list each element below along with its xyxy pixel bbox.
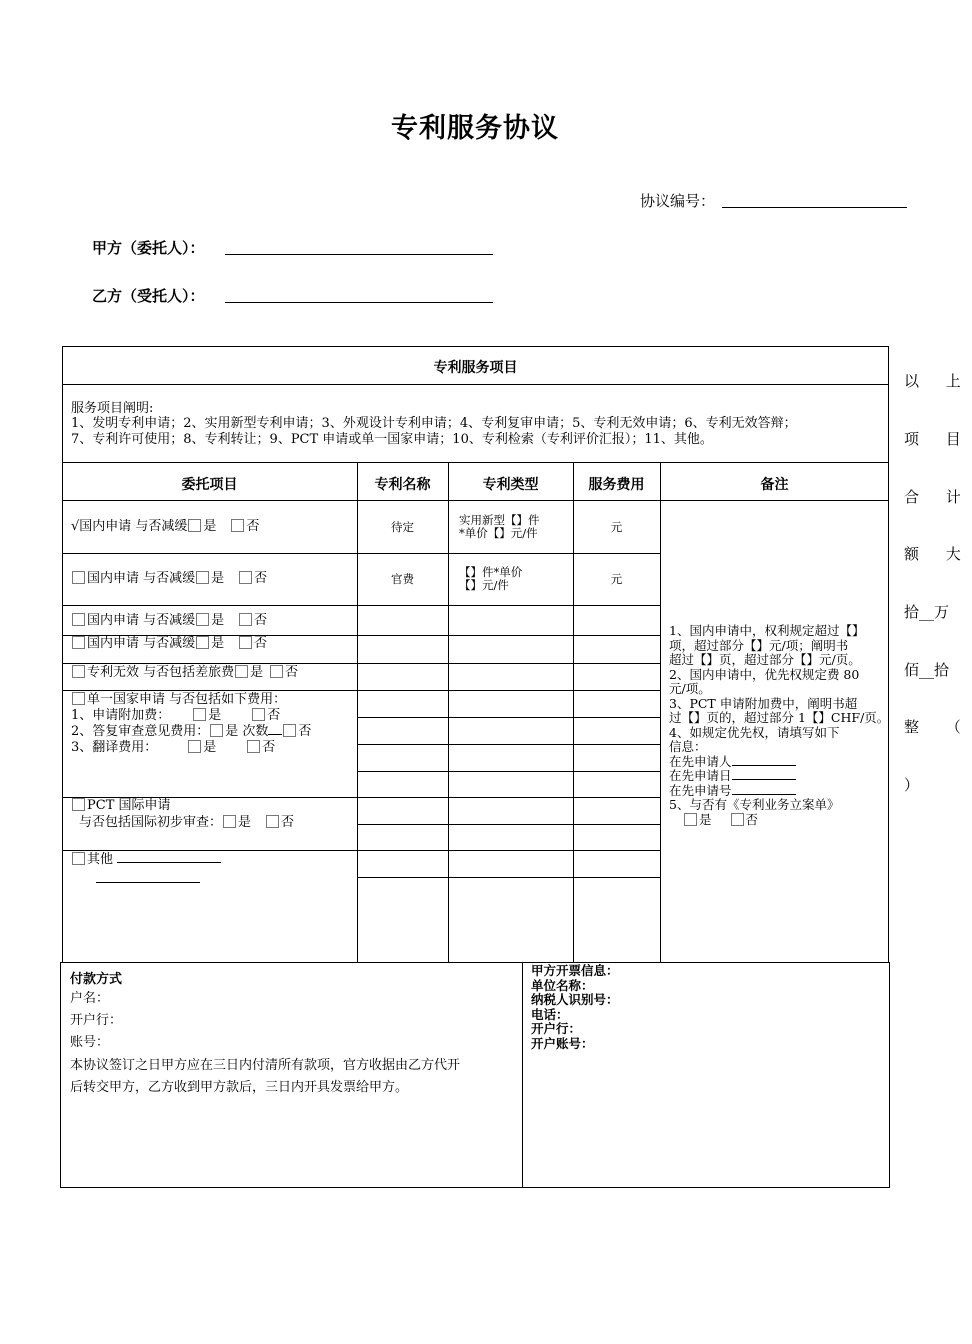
- invoice-account: 开户账号：: [531, 1035, 594, 1051]
- row-5-no-label: 否: [285, 665, 299, 680]
- row-3-no-label: 否: [254, 613, 268, 628]
- prior-date-label: 在先申请日: [669, 768, 732, 783]
- row-2-label: 国内申请 与否减缓: [87, 571, 196, 586]
- side-text-4: 额 大: [904, 545, 972, 563]
- remarks-line-1: 1、国内申请中，权利规定超过【】: [669, 623, 865, 638]
- row-7-no-label: 否: [281, 815, 295, 830]
- row-5-no-checkbox[interactable]: [270, 665, 283, 678]
- remarks-line-3: 超过【】页，超过部分【】元/页。: [669, 652, 861, 667]
- row-6-line-1: [71, 708, 280, 723]
- row-3-yes-label: 是: [211, 613, 225, 628]
- column-header-item: 委托项目: [181, 477, 238, 493]
- prior-number-field[interactable]: [732, 794, 796, 795]
- row-2-checkbox[interactable]: [72, 571, 85, 584]
- payment-title: 付款方式: [70, 972, 123, 987]
- row-6-line-1-yes-label: 是: [208, 708, 222, 723]
- row-8-label: 其他: [87, 852, 114, 867]
- row-5-label: 专利无效 与否包括差旅费: [87, 665, 235, 680]
- remarks-line-2: 项，超过部分【】元/项；阐明书: [669, 637, 849, 653]
- agreement-number-label: 协议编号：: [640, 192, 716, 210]
- row-1-item: [71, 519, 259, 534]
- row-2-no-label: 否: [254, 571, 268, 586]
- row-6-line-3-label: 3、翻译费用：: [71, 740, 158, 755]
- row-7-line-2-label: 与否包括国际初步审查：: [79, 815, 223, 830]
- party-a-label: 甲方（委托人）：: [92, 239, 205, 257]
- remarks-line-10: [669, 755, 889, 770]
- row-8-other-field-2[interactable]: [96, 882, 200, 883]
- side-text-6: 佰__拾: [904, 661, 950, 679]
- prior-date-field[interactable]: [732, 779, 796, 780]
- row-2-item: [71, 571, 267, 586]
- row-4-label: 国内申请 与否减缓: [87, 636, 196, 651]
- side-text-8: ）: [904, 776, 931, 794]
- row-5-checkbox[interactable]: [72, 665, 85, 678]
- row-4-checkbox[interactable]: [72, 636, 85, 649]
- row-7-yes-checkbox[interactable]: [223, 815, 236, 828]
- row-4-yes-label: 是: [211, 636, 225, 651]
- invoice-phone: 电话：: [531, 1006, 569, 1022]
- service-scope-line-2: 7、专利许可使用；8、专利转让；9、PCT 申请或单一国家申请；10、专利检索（专利评价汇报）；11、其他。: [71, 432, 713, 447]
- row-6-item: [71, 692, 286, 707]
- remarks-no-label: 否: [745, 811, 759, 827]
- column-header-remarks: 备注: [760, 477, 789, 493]
- invoice-company: 单位名称：: [531, 977, 594, 993]
- remarks-block: [669, 624, 889, 827]
- row-3-label: 国内申请 与否减缓: [87, 613, 196, 628]
- party-b-label: 乙方（受托人）：: [92, 287, 205, 305]
- prior-applicant-field[interactable]: [732, 765, 796, 766]
- service-scope-title: 服务项目阐明:: [71, 401, 154, 416]
- row-1-label: √国内申请 与否减缓: [71, 519, 188, 534]
- row-1-no-checkbox[interactable]: [231, 519, 244, 532]
- row-8-checkbox[interactable]: [72, 852, 85, 865]
- row-2-yes-label: 是: [211, 571, 225, 586]
- side-text-2: 项 目: [904, 430, 972, 448]
- side-text-1: 以 上: [904, 372, 972, 390]
- row-6-line-3: [71, 740, 275, 755]
- row-6-checkbox[interactable]: [72, 692, 85, 705]
- row-2-yes-checkbox[interactable]: [196, 571, 209, 584]
- remarks-line-7: 过【】页的，超过部分 1【】CHF/页。: [669, 710, 890, 725]
- invoice-tax-id: 纳税人识别号：: [531, 992, 619, 1007]
- remarks-line-6: 3、PCT 申请附加费中，阐明书超: [669, 695, 858, 711]
- side-text-3: 合 计: [904, 488, 972, 506]
- remarks-no-checkbox[interactable]: [731, 813, 744, 826]
- remarks-yes-checkbox[interactable]: [684, 813, 697, 826]
- row-1-no-label: 否: [246, 519, 260, 534]
- row-2-type-2: 【】元/件: [459, 578, 509, 592]
- row-3-checkbox[interactable]: [72, 613, 85, 626]
- payment-bank: 开户行：: [70, 1013, 123, 1028]
- row-6-line-1-no-checkbox[interactable]: [252, 708, 265, 721]
- row-2-no-checkbox[interactable]: [239, 571, 252, 584]
- payment-note-line-2: 后转交甲方，乙方收到甲方款后，三日内开具发票给甲方。: [70, 1080, 409, 1095]
- remarks-line-14: [669, 813, 889, 828]
- row-1-type-1: 实用新型【】件: [459, 513, 540, 527]
- row-2-name: 官费: [391, 572, 414, 586]
- payment-note-line-1: 本协议签订之日甲方应在三日内付清所有款项，官方收据由乙方代开: [70, 1058, 461, 1073]
- column-header-fee: 服务费用: [588, 477, 645, 493]
- row-5-yes-label: 是: [250, 665, 264, 680]
- remarks-line-9: 信息：: [669, 739, 707, 754]
- row-6-label: 单一国家申请 与否包括如下费用：: [87, 692, 287, 707]
- column-header-type: 专利类型: [482, 477, 539, 493]
- row-6-line-1-yes-checkbox[interactable]: [193, 708, 206, 721]
- row-2-type-1: 【】件*单价: [459, 565, 523, 579]
- invoice-title: 甲方开票信息：: [531, 963, 619, 978]
- row-3-no-checkbox[interactable]: [239, 613, 252, 626]
- row-6-line-2-yes-label: 是 次数: [225, 724, 269, 739]
- row-8-other-field[interactable]: [117, 862, 221, 863]
- column-header-name: 专利名称: [374, 477, 431, 493]
- row-1-yes-checkbox[interactable]: [188, 519, 201, 532]
- row-6-line-2-yes-checkbox[interactable]: [210, 724, 223, 737]
- row-4-yes-checkbox[interactable]: [196, 636, 209, 649]
- row-6-count-field[interactable]: [268, 734, 282, 735]
- side-text-5: 拾__万: [904, 603, 950, 621]
- row-1-fee: 元: [610, 520, 623, 534]
- row-6-line-3-no-label: 否: [262, 740, 276, 755]
- remarks-line-4: 2、国内申请中，优先权规定费 80: [669, 666, 860, 682]
- prior-number-label: 在先申请号: [669, 782, 732, 798]
- row-6-line-2: [71, 724, 311, 739]
- row-7-label: PCT 国际申请: [87, 798, 171, 813]
- row-4-item: [71, 636, 267, 651]
- remarks-line-12: [669, 784, 889, 799]
- row-6-line-3-no-checkbox[interactable]: [247, 740, 260, 753]
- remarks-line-13: 5、与否有《专利业务立案单》: [669, 797, 840, 812]
- remarks-line-11: [669, 769, 889, 784]
- remarks-line-8: 4、如规定优先权，请填写如下: [669, 724, 840, 740]
- row-6-line-2-no-checkbox[interactable]: [283, 724, 296, 737]
- row-6-line-3-yes-checkbox[interactable]: [188, 740, 201, 753]
- payment-account-no: 账号：: [70, 1035, 110, 1050]
- row-3-yes-checkbox[interactable]: [196, 613, 209, 626]
- invoice-block: [531, 964, 619, 1051]
- row-7-no-checkbox[interactable]: [266, 815, 279, 828]
- row-6-line-2-label: 2、答复审查意见费用：: [71, 724, 210, 739]
- row-1-type-2: *单价【】元/件: [459, 526, 538, 540]
- service-scope-line-1: 1、发明专利申请；2、实用新型专利申请；3、外观设计专利申请；4、专利复审申请；5、专利无效申请；6、专利无效答辩；: [71, 416, 797, 431]
- invoice-bank: 开户行：: [531, 1021, 582, 1036]
- prior-applicant-label: 在先申请人: [669, 753, 732, 769]
- row-5-item: [71, 665, 298, 680]
- row-3-item: [71, 613, 267, 628]
- row-1-name: 待定: [391, 520, 414, 534]
- row-7-item: [71, 798, 171, 813]
- payment-account-name: 户名：: [70, 991, 110, 1006]
- row-6-line-2-no-label: 否: [298, 724, 312, 739]
- row-2-fee: 元: [610, 572, 623, 586]
- row-6-line-1-no-label: 否: [267, 708, 281, 723]
- row-5-yes-checkbox[interactable]: [235, 665, 248, 678]
- side-text-7: 整 （: [904, 718, 972, 736]
- row-7-checkbox[interactable]: [72, 798, 85, 811]
- row-6-line-3-yes-label: 是: [203, 740, 217, 755]
- row-4-no-checkbox[interactable]: [239, 636, 252, 649]
- row-7-yes-label: 是: [238, 815, 252, 830]
- remarks-line-5: 元/项。: [669, 681, 711, 696]
- remarks-yes-label: 是: [699, 811, 712, 827]
- row-6-line-1-label: 1、申请附加费：: [71, 708, 171, 723]
- table-header: 专利服务项目: [433, 360, 518, 376]
- row-7-line-2: [79, 815, 294, 830]
- row-4-no-label: 否: [254, 636, 268, 651]
- row-1-yes-label: 是: [203, 519, 217, 534]
- row-8-item: [71, 852, 221, 867]
- page-title: 专利服务协议: [391, 113, 559, 144]
